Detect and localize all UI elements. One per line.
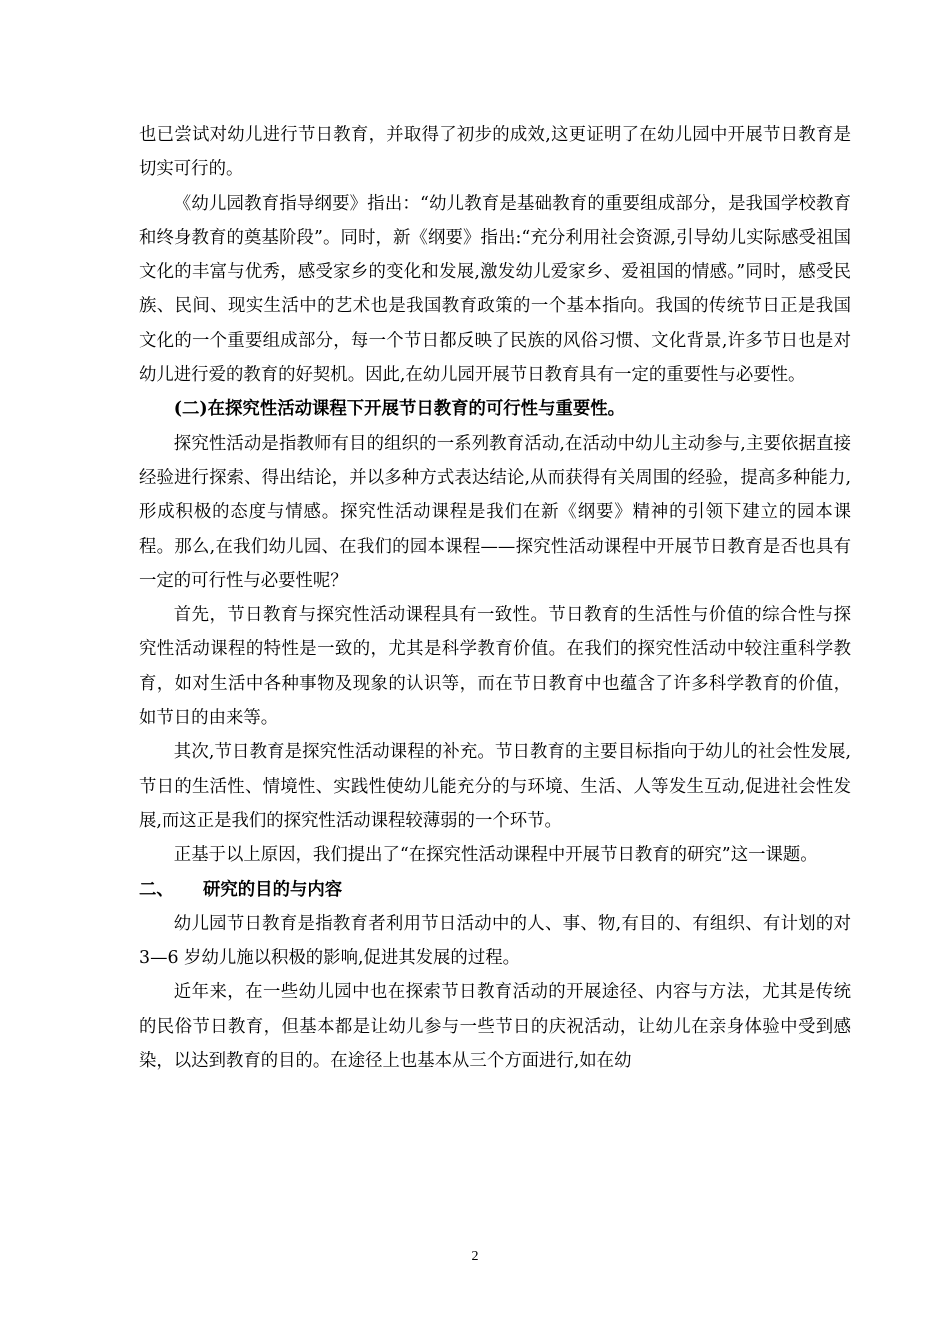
paragraph-guideline-quote: 《幼儿园教育指导纲要》指出：“幼儿教育是基础教育的重要组成部分，是我国学校教育和终身教育的奠基阶段”。同时，新《纲要》指出:“充分利用社会资源,引导幼儿实际感受祖国文化的丰富与优秀，感受家乡的变化和发展,激发幼儿爱家乡、爱祖国的情感。”同时，感受民族、民间、现实生活中的艺术也是我国教育政策的一个基本指向。我国的传统节日正是我国文化的一个重要组成部分，每一个节日都反映了民族的风俗习惯、文化背景,许多节日也是对幼儿进行爱的教育的好契机。因此,在幼儿园开展节日教育具有一定的重要性与必要性。 <box>139 193 851 386</box>
paragraph-topic-proposal: 正基于以上原因，我们提出了“在探究性活动课程中开展节日教育的研究”这一课题。 <box>173 845 818 866</box>
section-title: 研究的目的与内容 <box>203 879 343 900</box>
paragraph-recent-years: 近年来，在一些幼儿园中也在探索节日教育活动的开展途径、内容与方法，尤其是传统的民俗节日教育，但基本都是让幼儿参与一些节日的庆祝活动，让幼儿在亲身体验中受到感染，以达到教育的目的。在途径上也基本从三个方面进行,如在幼 <box>139 982 851 1072</box>
paragraph-definition: 幼儿园节日教育是指教育者利用节日活动中的人、事、物,有目的、有组织、有计划的对 3—6 岁幼儿施以积极的影响,促进其发展的过程。 <box>139 913 851 969</box>
section-heading-feasibility: (二)在探究性活动课程下开展节日教育的可行性与重要性。 <box>173 399 626 420</box>
paragraph-first-consistency: 首先，节日教育与探究性活动课程具有一致性。节日教育的生活性与价值的综合性与探究性活动课程的特性是一致的，尤其是科学教育价值。在我们的探究性活动中较注重科学教育，如对生活中各种事物及现象的认识等，而在节日教育中也蕴含了许多科学教育的价值，如节日的由来等。 <box>139 605 851 729</box>
section-heading-purpose <box>139 873 851 907</box>
section-number: 二、 <box>139 879 174 900</box>
paragraph-inquiry-activity: 探究性活动是指教师有目的组织的一系列教育活动,在活动中幼儿主动参与,主要依据直接经验进行探索、得出结论，并以多种方式表达结论,从而获得有关周围的经验，提高多种能力,形成积极的态度与情感。探究性活动课程是我们在新《纲要》精神的引领下建立的园本课程。那么,在我们幼儿园、在我们的园本课程——探究性活动课程中开展节日教育是否也具有一定的可行性与必要性呢？ <box>139 433 851 591</box>
page-number: 2 <box>471 1249 479 1264</box>
page-body <box>139 118 851 1078</box>
paragraph-second-supplement: 其次,节日教育是探究性活动课程的补充。节日教育的主要目标指向于幼儿的社会性发展,节日的生活性、情境性、实践性使幼儿能充分的与环境、生活、人等发生互动,促进社会性发展,而这正是我们的探究性活动课程较薄弱的一个环节。 <box>139 742 851 831</box>
paragraph-continuation: 也已尝试对幼儿进行节日教育，并取得了初步的成效,这更证明了在幼儿园中开展节日教育是切实可行的。 <box>139 125 851 180</box>
